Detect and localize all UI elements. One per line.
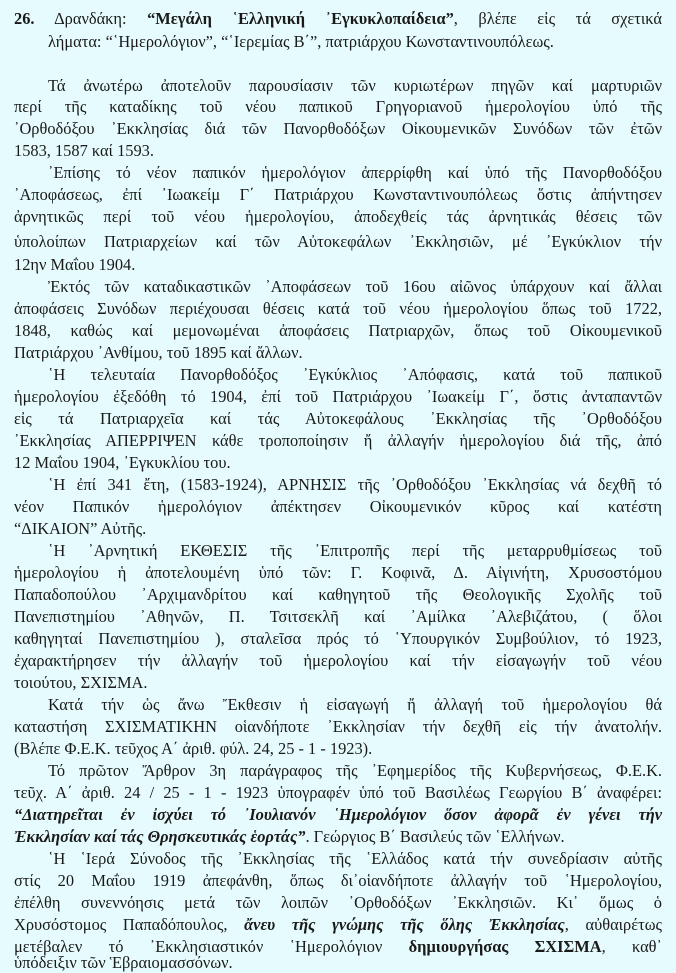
paragraph-line: Παπαδοπούλου ᾽Αρχιμανδρίτου καί καθηγητοῦ τῆς Θεολογικῆς Σχολῆς τοῦ [14,585,662,604]
paragraph-line: 12ην Μαΐου 1904. [14,255,136,274]
emphasis-text: δημιουργήσας ΣΧΙΣΜΑ [408,937,602,956]
paragraph-line: 1583, 1587 καί 1593. [14,141,154,160]
paragraph-line: Πανεπιστημίου ᾽Αθηνῶν, Π. Τσιτσεκλῆ καί ᾽Αμίλκα ᾽Αλεβιζάτου, ( ὅλοι [14,607,662,626]
paragraph-line: καταστήση ΣΧΙΣΜΑΤΙΚΗΝ οἱανδήποτε ᾽Εκκλησίαν τήν δεχθῆ εἰς τήν ἀνατολήν. [14,717,662,736]
entry-work-title: “Μεγάλη ῾Ελληνική ᾽Εγκυκλοπαίδεια” [147,9,454,28]
paragraph-line: ᾽Αποφάσεως, ἐπί ᾽Ιωακείμ Γ΄ Πατριάρχου Κωνσταντινουπόλεως ὅστις ἀπήντησεν [14,185,662,204]
entry-text: ”, πατριάρχου Κωνσταντινουπόλεως. [310,32,554,51]
paragraph-line: “ΔΙΚΑΙΟΝ” Αὐτῆς. [14,519,147,538]
decree-quote-end: Ἐκκλησίαν καί τάς Θρησκευτικάς ἑορτάς” [14,827,306,846]
emphasis-text: ἄνευ τῆς γνώμης τῆς ὅλης Ἐκκλησίας [244,915,565,934]
paragraph-line: ἐχαρακτήρησεν τήν ἀλλαγήν τοῦ ἡμερολογίου καί τήν εἰσαγωγήν τοῦ νέου [14,651,662,670]
paragraph-line: στίς 20 Μαΐου 1919 ἀπεφάνθη, ὅπως δι᾽οἱανδήποτε ἀλλαγήν τοῦ ῾Ημερολογίου, [14,871,662,890]
lemma-2: ῾Ιερεμίας Β΄ [228,32,310,51]
paragraph-line: ἀποφάσεις Συνόδων περιέχουσαι θέσεις κατά τοῦ νέου ἡμερολογίου ὅπως τοῦ 1722, [14,299,662,318]
entry-after-title: , βλέπε εἰς τά σχετικά [453,9,663,28]
paragraph-line: Πατριάρχου ᾽Ανθίμου, τοῦ 1895 καί ἄλλων. [14,343,303,362]
paragraph-line: ὑπόδειξιν τῶν Ἑβραιομασσόνων. [14,953,233,972]
paragraph-line: καθηγηταί Πανεπιστημίου ), σταλεῖσα πρός τό ῾Υπουργικόν Συμβούλιον, τό 1923, [14,629,662,648]
paragraph-line [14,914,662,935]
paragraph-line: ῾Η τελευταία Πανορθοδόξος ᾽Εγκύκλιος ᾽Απόφασις, κατά τοῦ παπικοῦ [48,365,662,384]
paragraph-line: ῾Η ᾽Αρνητική ΕΚΘΕΣΙΣ τῆς ᾽Επιτροπῆς περί τῆς μεταρρυθμίσεως τοῦ [48,541,662,560]
decree-quote-line [14,826,662,847]
paragraph-line: ᾽Εκκλησίας ΑΠΕΡΡΙΨΕΝ κάθε τροποποίησιν ἤ ἀλλαγήν ἡμερολογίου διά τῆς, ἀπό [14,431,662,450]
entry-lemmas-line [48,31,662,52]
paragraph-line: νέον Παπικόν ἡμερολόγιον ἀπέκτησεν Οἰκουμενικόν κῦρος καί κατέστη [14,497,662,516]
paragraph-line: 1848, καθώς καί μεμονωμέναι ἀποφάσεις Πατριαρχῶν, ὅπως τοῦ Οἰκουμενικοῦ [14,321,662,340]
lemma-1: ῾Ημερολόγιον [112,32,206,51]
paragraph-text: , αὐθαιρέτως [564,915,662,934]
entry-author: Δρανδάκη: [54,9,127,28]
paragraph-line: ὑπολοίπων Πατριαρχείων καί τῶν Αὐτοκεφάλων ᾽Εκκλησιῶν, μέ ᾽Εγκύκλιον τήν [14,232,662,251]
paragraph-line: τοιούτου, ΣΧΙΣΜΑ. [14,673,148,692]
paragraph-line: (Βλέπε Φ.Ε.Κ. τεῦχος Α΄ ἀριθ. φύλ. 24, 25 - 1 - 1923). [14,739,373,758]
entry-text: λήματα: “ [48,32,113,51]
paragraph-line: περί τῆς καταδίκης τοῦ νέου παπικοῦ Γρηγοριανοῦ ἡμερολογίου ὑπό τῆς [14,97,662,116]
paragraph-line: 12 Μαΐου 1904, ᾽Εγκυκλίου του. [14,453,231,472]
decree-signature: . Γεώργιος Β΄ Βασιλεύς τῶν ῾Ελλήνων. [305,827,565,846]
decree-quote-line: “Διατηρεῖται ἐν ἰσχύει τό ᾽Ιουλιανόν ῾Ημερολόγιον ὅσον ἀφορᾶ ἐν γένει τήν [14,805,662,824]
paragraph-line: ᾽Επίσης τό νέον παπικόν ἡμερολόγιον ἀπερρίφθη καί ὑπό τῆς Πανορθοδόξου [48,163,662,182]
paragraph-line: Τό πρῶτον Ἄρθρον 3η παράγραφος τῆς ᾽Εφημερίδος τῆς Κυβερνήσεως, Φ.Ε.Κ. [48,761,662,780]
paragraph-text: , καθ᾽ [601,937,662,956]
paragraph-line: ἡμερολογίου ἐξεδόθη τό 1904, ἐπί τοῦ Πατριάρχου ᾽Ιωακείμ Γ΄, ὅστις ἀνταπαντῶν [14,387,662,406]
entry-heading-line [14,8,662,29]
paragraph-line: ῾Η ῾Ιερά Σύνοδος τῆς ᾽Εκκλησίας τῆς ῾Ελλάδος κατά τήν συνεδρίασιν αὐτῆς [48,849,662,868]
paragraph-line: Τά ἀνωτέρω ἀποτελοῦν παρουσίασιν τῶν κυριωτέρων πηγῶν καί μαρτυριῶν [48,76,662,95]
paragraph-line: ἐπέλθη συνεννόησις μετά τῶν λοιπῶν ᾽Ορθοδόξων ᾽Εκκλησιῶν. Κι᾽ ὅμως ὁ [14,893,662,912]
paragraph-line: ῾Η ἐπί 341 ἔτη, (1583-1924), ΑΡΝΗΣΙΣ τῆς ᾽Ορθοδόξου ᾽Εκκλησίας νά δεχθῆ τό [48,475,662,494]
paragraph-line: ἡμερολογίου ἡ ἀποτελουμένη ὑπό τῶν: Γ. Κοφινᾶ, Δ. Αἰγινήτη, Χρυσοστόμου [14,563,662,582]
paragraph-text: μετέβαλεν τό ᾽Εκκλησιαστικόν ῾Ημερολόγιον [14,937,409,956]
paragraph-line: ἀρνητικῶς περί τοῦ νέου ἡμερολογίου, ἀποδεχθείς τάς ἀρνητικάς θέσεις τῶν [14,207,662,226]
paragraph-text: Χρυσόστομος Παπαδόπουλος, [14,915,245,934]
entry-text: ”, “ [205,32,229,51]
paragraph-line: ᾽Ορθοδόξου ᾽Εκκλησίας διά τῶν Πανορθοδόξων Οἰκουμενικῶν Συνόδων τῶν ἐτῶν [14,119,662,138]
paragraph-line: εἰς τά Πατριαρχεῖα καί τάς Αὐτοκεφάλους ᾽Εκκλησίας τῆς ᾽Ορθοδόξου [14,409,662,428]
paragraph-line: τεῦχ. Α΄ ἀριθ. 24 / 25 - 1 - 1923 ὑπογραφέν ὑπό τοῦ Βασιλέως Γεωργίου Β΄ ἀναφέρει: [14,783,662,802]
entry-number: 26. [14,9,35,28]
paragraph-line: Κατά τήν ὡς ἄνω Ἔκθεσιν ἡ εἰσαγωγή ἤ ἀλλαγή τοῦ ἡμερολογίου θά [48,695,662,714]
paragraph-line: Ἐκτός τῶν καταδικαστικῶν ᾽Αποφάσεων τοῦ 16ου αἰῶνος ὑπάρχουν καί ἄλλαι [48,277,662,296]
